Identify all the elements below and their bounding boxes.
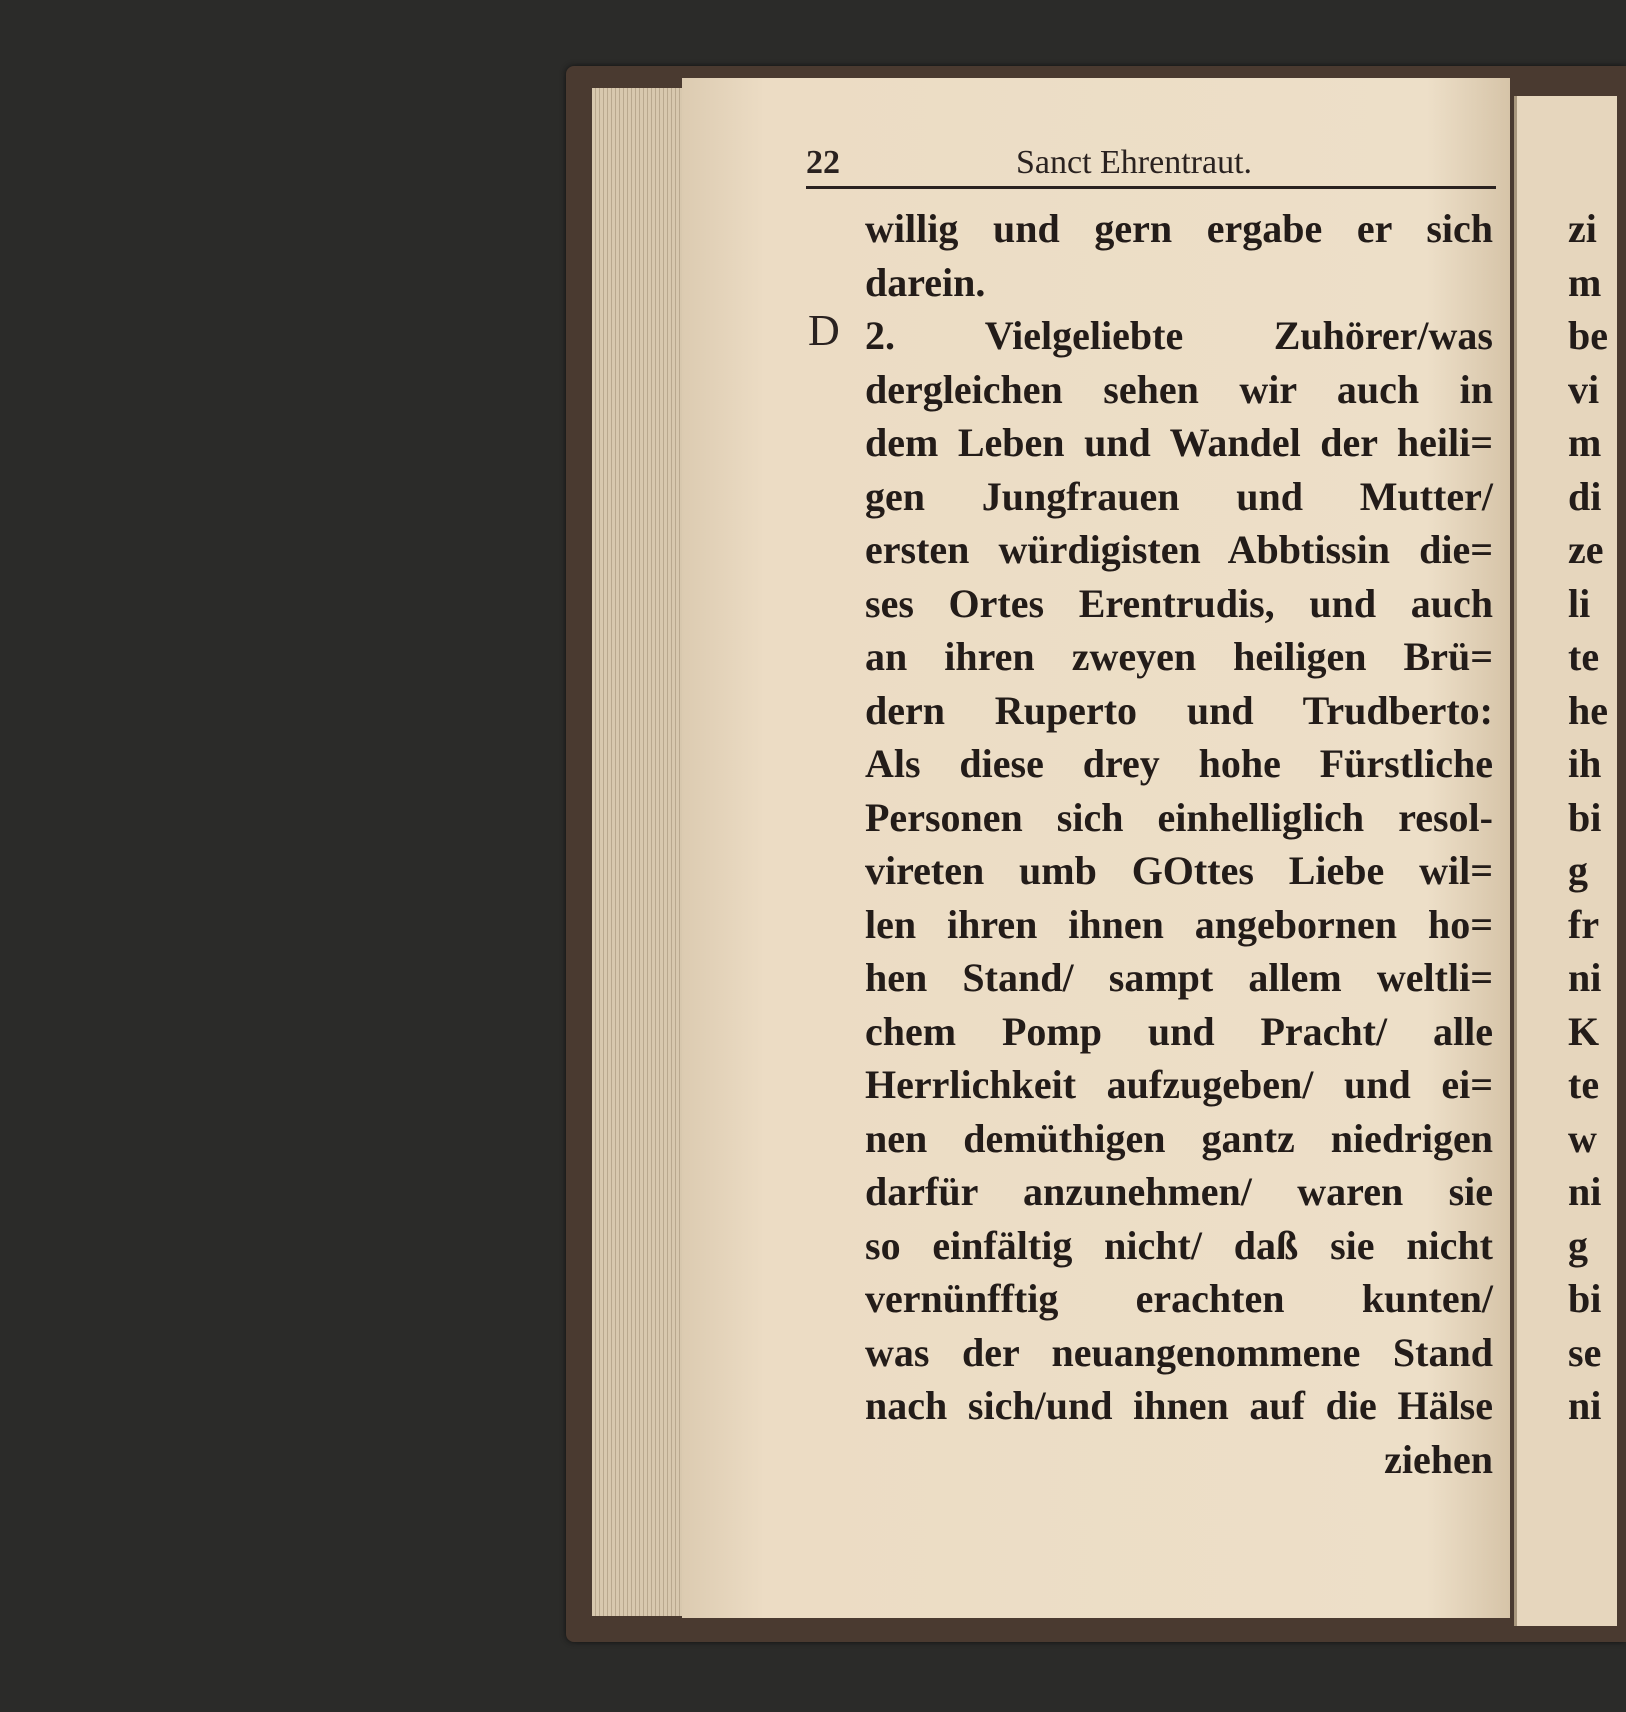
text-line: gen Jungfrauen und Mutter/ (865, 473, 1493, 519)
right-page-fragment: bi (1568, 1276, 1602, 1321)
text-line: vireten umb GOttes Liebe wil= (865, 848, 1493, 893)
right-page-fragment: di (1568, 473, 1602, 519)
right-page-fragment: w (1568, 1115, 1597, 1161)
right-page-fragment: se (1568, 1329, 1602, 1375)
text-line: ersten würdigisten Abbtissin die= (865, 527, 1493, 572)
text-line: so einfältig nicht/ daß sie nicht (865, 1222, 1493, 1268)
text-line: 2. Vielgeliebte Zuhörer/was (865, 313, 1493, 358)
text-line: Herrlichkeit aufzugeben/ und ei= (865, 1062, 1493, 1107)
text-line: willig und gern ergabe er sich (865, 206, 1493, 251)
text-line: was der neuangenommene Stand (865, 1329, 1493, 1375)
right-page-text (1568, 202, 1608, 1433)
right-page-fragment: vi (1568, 366, 1600, 412)
right-page-fragment: g (1568, 1222, 1588, 1268)
text-line: darein. (865, 259, 986, 305)
right-page-fragment: m (1568, 420, 1602, 465)
right-page-fragment: li (1568, 580, 1591, 626)
text-line: len ihren ihnen angebornen ho= (865, 901, 1493, 947)
right-page-fragment: te (1568, 634, 1600, 679)
text-line: an ihren zweyen heiligen Brü= (865, 634, 1493, 679)
right-page-fragment: m (1568, 259, 1602, 305)
catchword: ziehen (1384, 1436, 1493, 1482)
page-header (806, 140, 1496, 189)
text-line: chem Pomp und Pracht/ alle (865, 1008, 1493, 1054)
text-line: Personen sich einhelliglich resol- (865, 794, 1493, 840)
page-edges (592, 88, 684, 1616)
text-line: dern Ruperto und Trudberto: (865, 687, 1493, 733)
right-page-fragment: ni (1568, 955, 1602, 1000)
right-page-fragment: te (1568, 1062, 1600, 1107)
text-block (865, 202, 1493, 1486)
text-line: hen Stand/ sampt allem weltli= (865, 955, 1493, 1000)
running-title: Sanct Ehrentraut. (1016, 144, 1253, 181)
text-line: vernünfftig erachten kunten/ (865, 1276, 1493, 1321)
text-line: nach sich/und ihnen auf die Hälse (865, 1383, 1493, 1428)
right-page-fragment: be (1568, 313, 1608, 358)
right-page-fragment: fr (1568, 901, 1600, 947)
right-page-fragment: ze (1568, 527, 1604, 572)
text-line: nen demüthigen gantz niedrigen (865, 1115, 1493, 1161)
right-page-fragment: g (1568, 848, 1588, 893)
margin-letter: D (808, 306, 840, 355)
text-line: Als diese drey hohe Fürstliche (865, 741, 1493, 786)
right-page-fragment: ih (1568, 741, 1602, 786)
text-line: darfür anzunehmen/ waren sie (865, 1169, 1493, 1214)
right-page-fragment: K (1568, 1008, 1600, 1054)
text-line: dem Leben und Wandel der heili= (865, 420, 1493, 465)
text-line: dergleichen sehen wir auch in (865, 366, 1493, 412)
text-line: ses Ortes Erentrudis, und auch (865, 580, 1493, 626)
right-page-fragment: he (1568, 687, 1608, 733)
right-page-fragment: ni (1568, 1169, 1602, 1214)
right-page-fragment: ni (1568, 1383, 1602, 1428)
right-page-fragment: bi (1568, 794, 1602, 840)
right-page-fragment: zi (1568, 206, 1597, 251)
page-number: 22 (806, 144, 840, 181)
